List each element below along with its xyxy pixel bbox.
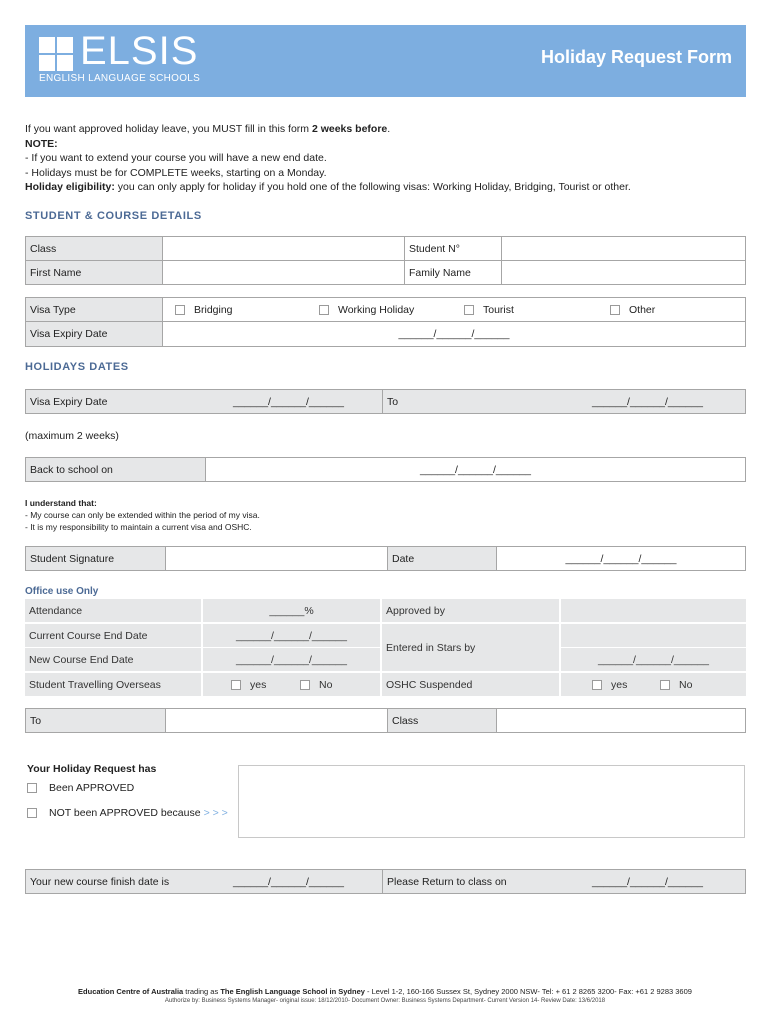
checkbox-icon[interactable] xyxy=(592,680,602,690)
entered-stars-date[interactable]: ______/______/______ xyxy=(561,648,746,671)
visa-option-other[interactable]: Other xyxy=(610,298,655,321)
current-end-label: Current Course End Date xyxy=(25,624,201,647)
approved-by-label: Approved by xyxy=(382,599,559,622)
attendance-field[interactable]: ______% xyxy=(203,599,380,622)
oshc-yes[interactable]: yes xyxy=(592,673,627,696)
office-use-title: Office use Only xyxy=(25,586,99,597)
oshc-no[interactable]: No xyxy=(660,673,692,696)
approved-option[interactable]: Been APPROVED xyxy=(27,782,134,794)
checkbox-icon[interactable] xyxy=(660,680,670,690)
return-date-field[interactable]: ______/______/______ xyxy=(592,875,703,888)
checkbox-icon[interactable] xyxy=(27,783,37,793)
checkbox-icon[interactable] xyxy=(175,305,185,315)
back-to-school-field[interactable]: ______/______/______ xyxy=(205,457,746,482)
visa-expiry-label: Visa Expiry Date xyxy=(25,321,163,347)
form-title: Holiday Request Form xyxy=(540,47,732,67)
checkbox-icon[interactable] xyxy=(610,305,620,315)
reason-textbox[interactable] xyxy=(238,765,745,838)
finish-date-label: Your new course finish date is xyxy=(25,869,383,894)
family-name-field[interactable] xyxy=(501,260,746,285)
max-weeks-note: (maximum 2 weeks) xyxy=(25,430,119,442)
result-title: Your Holiday Request has xyxy=(27,763,157,775)
finish-date-field[interactable]: ______/______/______ xyxy=(233,875,344,888)
intro-text: If you want approved holiday leave, you MUST fill in this form 2 weeks before. NOTE: - If you want to extend your course you will have a new end date. - Holidays must be for COMPLETE weeks, starting on a Monday. Holiday eligibility: you can only apply for holiday if you hold one of the following visas: Working Holiday, Bridging, Tourist or other. xyxy=(25,123,631,194)
current-end-field[interactable]: ______/______/______ xyxy=(203,624,380,647)
checkbox-icon[interactable] xyxy=(27,808,37,818)
logo-icon xyxy=(39,37,73,71)
travelling-yes[interactable]: yes xyxy=(231,673,266,696)
class-label: Class xyxy=(25,236,163,261)
header-banner xyxy=(25,25,746,97)
approved-by-field[interactable] xyxy=(561,599,746,622)
logo-text: ELSIS xyxy=(80,29,199,73)
new-end-label: New Course End Date xyxy=(25,648,201,671)
checkbox-icon[interactable] xyxy=(319,305,329,315)
not-approved-option[interactable]: NOT been APPROVED because > > > xyxy=(27,807,228,819)
entered-stars-label: Entered in Stars by xyxy=(382,624,559,671)
checkbox-icon[interactable] xyxy=(300,680,310,690)
visa-option-tourist[interactable]: Tourist xyxy=(464,298,514,321)
oshc-options xyxy=(561,673,746,696)
to-label: To xyxy=(25,708,166,733)
travelling-label: Student Travelling Overseas xyxy=(25,673,201,696)
first-name-label: First Name xyxy=(25,260,163,285)
student-no-field[interactable] xyxy=(501,236,746,261)
understand-block: I understand that: - My course can only be extended within the period of my visa. - It is my responsibility to maintain a current visa and OSHC. xyxy=(25,498,260,532)
checkbox-icon[interactable] xyxy=(464,305,474,315)
holiday-from-field[interactable]: ______/______/______ xyxy=(233,395,344,408)
return-date-label: Please Return to class on xyxy=(382,869,746,894)
holiday-to-label: To xyxy=(382,389,746,414)
visa-expiry-field[interactable]: ______/______/______ xyxy=(162,321,746,347)
signature-date-field[interactable]: ______/______/______ xyxy=(496,546,746,571)
signature-label: Student Signature xyxy=(25,546,166,571)
holiday-section-title: HOLIDAYS DATES xyxy=(25,361,129,373)
back-to-school-label: Back to school on xyxy=(25,457,206,482)
checkbox-icon[interactable] xyxy=(231,680,241,690)
to-field[interactable] xyxy=(165,708,388,733)
entered-stars-field[interactable] xyxy=(561,624,746,647)
new-end-field[interactable]: ______/______/______ xyxy=(203,648,380,671)
visa-type-label: Visa Type xyxy=(25,297,163,322)
visa-option-working-holiday[interactable]: Working Holiday xyxy=(319,298,414,321)
attendance-label: Attendance xyxy=(25,599,201,622)
student-section-title: STUDENT & COURSE DETAILS xyxy=(25,210,202,222)
footer-address: Education Centre of Australia trading as The English Language School in Sydney - Level 1-2, 160-166 Sussex St, Sydney 2000 NSW- Tel: + 61 2 8265 3200- Fax: +61 2 9283 3609 xyxy=(78,987,692,996)
footer-authorize: Authorize by: Business Systems Manager- original issue: 18/12/2010- Document Owner: Business Systems Department- Current Version 14- Review Date: 13/6/2018 xyxy=(164,998,606,1004)
travelling-no[interactable]: No xyxy=(300,673,332,696)
visa-option-bridging[interactable]: Bridging xyxy=(175,298,233,321)
signature-date-label: Date xyxy=(387,546,497,571)
holiday-to-field[interactable]: ______/______/______ xyxy=(592,395,703,408)
first-name-field[interactable] xyxy=(162,260,405,285)
logo-subtitle: ENGLISH LANGUAGE SCHOOLS xyxy=(39,73,201,84)
signature-field[interactable] xyxy=(165,546,388,571)
student-no-label: Student N° xyxy=(404,236,502,261)
class-label-2: Class xyxy=(387,708,497,733)
visa-type-options xyxy=(162,297,746,322)
oshc-label: OSHC Suspended xyxy=(382,673,559,696)
class-field-2[interactable] xyxy=(496,708,746,733)
class-field[interactable] xyxy=(162,236,405,261)
arrows-icon: > > > xyxy=(203,807,228,819)
holiday-from-label: Visa Expiry Date xyxy=(25,389,383,414)
family-name-label: Family Name xyxy=(404,260,502,285)
travelling-options xyxy=(203,673,380,696)
